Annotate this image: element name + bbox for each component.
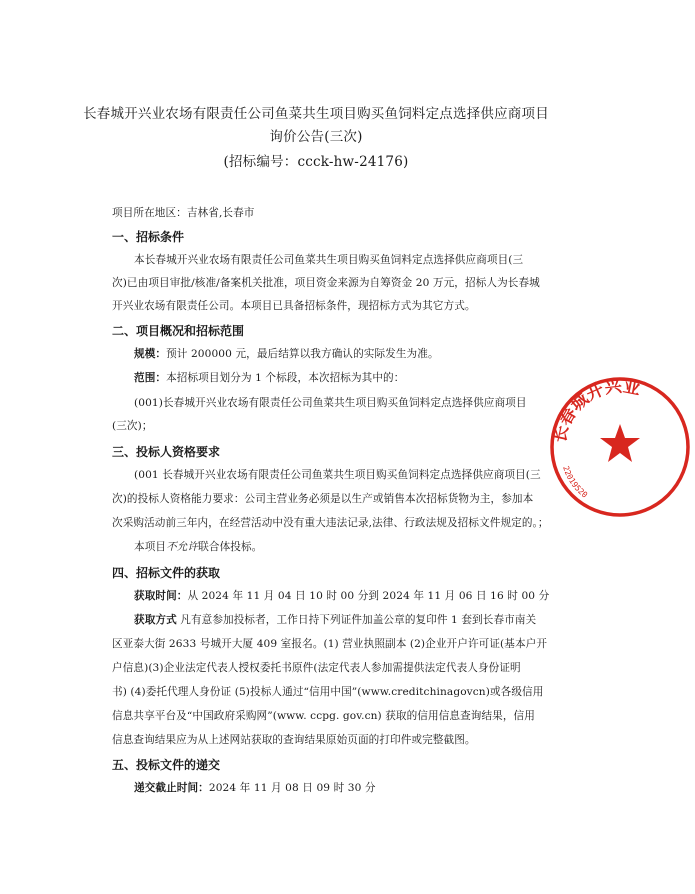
acquisition-method-label: 获取方式 xyxy=(134,614,177,626)
doc-title-line-1: 长春城开兴业农场有限责任公司鱼菜共生项目购买鱼饲料定点选择供应商项目 xyxy=(83,106,549,122)
scope-line xyxy=(134,371,404,385)
lot-line-2: (三次)； xyxy=(112,420,153,432)
submission-deadline-label: 递交截止时间： xyxy=(134,782,209,794)
project-location-label: 项目所在地区： xyxy=(112,207,187,219)
project-location-value: 吉林省,长春市 xyxy=(186,207,255,219)
doc-title-line-2: 询价公告(三次) xyxy=(269,129,363,145)
acquisition-method-line-6: 信息查询结果应为从上述网站获取的查询结果原始页面的打印件或完整截图。 xyxy=(112,734,476,746)
acquisition-method-line-1 xyxy=(134,613,536,627)
section-5-heading: 五、投标文件的递交 xyxy=(112,758,221,772)
submission-deadline-line xyxy=(134,781,376,795)
acquisition-method-line-2: 区亚泰大街 2633 号城开大厦 409 室报名。(1) 营业执照副本 (2)企业开户许可证(基本户开 xyxy=(112,638,548,650)
seal-code: 22019520 xyxy=(561,464,590,500)
section-3-para-line-2: 次)的投标人资格能力要求：公司主营业务必须是以生产或销售本次招标货物为主，参加本 xyxy=(112,493,534,505)
scope-text: 本招标项目划分为 1 个标段，本次招标为其中的： xyxy=(166,372,405,384)
acquisition-method-line-5: 信息共享平台及“中国政府采购网”(www. ccpg. gov.cn) 获取的信用信息查询结果，信用 xyxy=(112,710,535,722)
acquisition-time-label: 获取时间： xyxy=(134,590,188,602)
consortium-text-c: 联合体投标。 xyxy=(198,541,263,553)
scope-label: 范围： xyxy=(134,372,167,384)
section-3-para-line-4 xyxy=(134,540,262,554)
company-seal xyxy=(545,372,695,522)
section-3-para-line-1: (001 长春城开兴业农场有限责任公司鱼菜共生项目购买鱼饲料定点选择供应商项目(三 xyxy=(134,469,541,481)
lot-line-1: (001)长春城开兴业农场有限责任公司鱼菜共生项目购买鱼饲料定点选择供应商项目 xyxy=(134,397,527,409)
seal-text: 长春城开兴业 xyxy=(549,376,642,445)
section-4-heading: 四、招标文件的获取 xyxy=(112,566,221,580)
section-3-heading: 三、投标人资格要求 xyxy=(112,445,221,459)
section-1-para-line-2: 次)已由项目审批/核准/备案机关批准，项目资金来源为自筹资金 20 万元，招标人为长春城 xyxy=(112,277,540,289)
acquisition-method-text: 凡有意参加投标者，工作日持下列证件加盖公章的复印件 1 套到长春市南关 xyxy=(180,614,537,626)
section-1-para-line-1: 本长春城开兴业农场有限责任公司鱼菜共生项目购买鱼饲料定点选择供应商项目(三 xyxy=(134,254,524,266)
consortium-not-allowed: 不允许 xyxy=(166,541,199,553)
acquisition-time-line xyxy=(134,589,549,603)
scale-text: 预计 200000 元，最后结算以我方确认的实际发生为准。 xyxy=(166,348,439,360)
consortium-text-a: 本项目 xyxy=(134,541,167,553)
scale-label: 规模： xyxy=(134,348,167,360)
seal-star-icon xyxy=(600,424,640,462)
acquisition-method-line-3: 户信息)(3)企业法定代表人授权委托书原件(法定代表人参加需提供法定代表人身份证明 xyxy=(112,662,521,674)
acquisition-method-line-4: 书) (4)委托代理人身份证 (5)投标人通过“信用中国”(www.creditchinagovcn)或各级信用 xyxy=(112,686,544,698)
project-location xyxy=(112,206,255,220)
scale-line xyxy=(134,347,439,361)
submission-deadline-text: 2024 年 11 月 08 日 09 时 30 分 xyxy=(208,782,376,794)
section-3-para-line-3: 次采购活动前三年内，在经营活动中没有重大违法记录,法律、行政法规及招标文件规定的。； xyxy=(112,517,549,529)
section-2-heading: 二、项目概况和招标范围 xyxy=(112,324,245,338)
acquisition-time-text: 从 2024 年 11 月 04 日 10 时 00 分到 2024 年 11 月 06 日 16 时 00 分 xyxy=(187,590,550,602)
section-1-heading: 一、招标条件 xyxy=(112,230,185,244)
doc-title-tender-number: (招标编号：ccck-hw-24176) xyxy=(223,154,409,170)
section-1-para-line-3: 开兴业农场有限责任公司。本项目已具备招标条件，现招标方式为其它方式。 xyxy=(112,300,476,312)
